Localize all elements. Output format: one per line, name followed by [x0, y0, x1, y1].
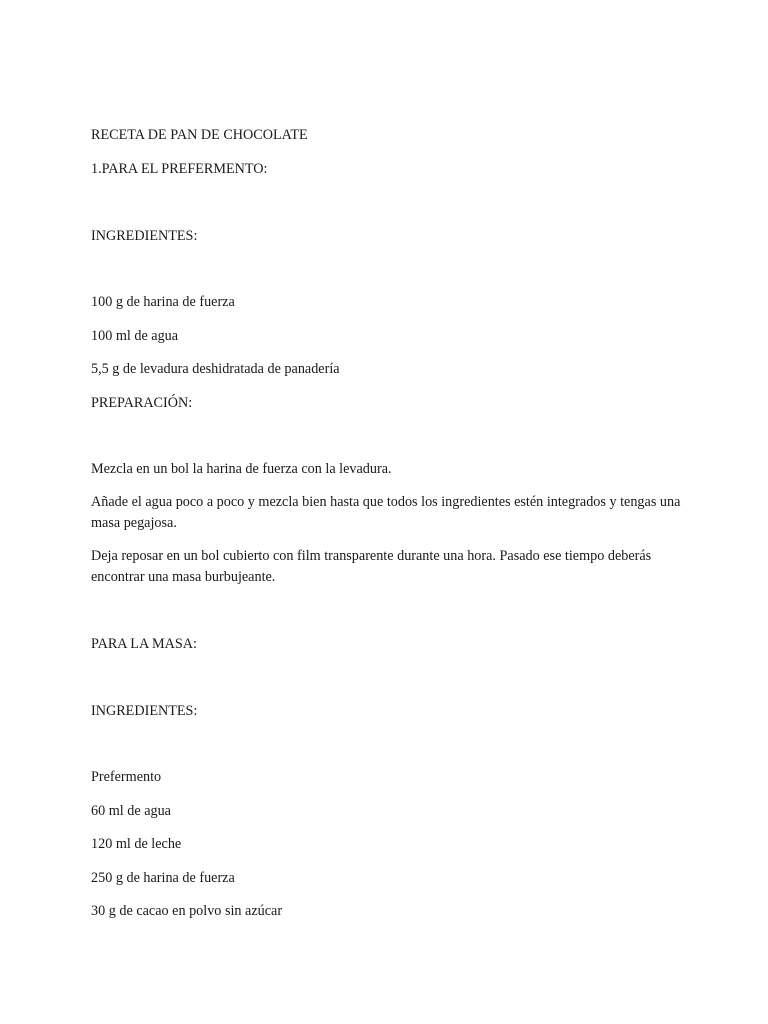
ingredients-heading: INGREDIENTES: — [91, 703, 198, 719]
ingredient-item: 120 ml de leche — [91, 836, 182, 852]
ingredient-item: Prefermento — [91, 769, 162, 785]
section-heading-masa: PARA LA MASA: — [91, 636, 197, 652]
ingredient-item: 250 g de harina de fuerza — [91, 870, 235, 886]
document-title: RECETA DE PAN DE CHOCOLATE — [91, 127, 308, 143]
ingredient-item: 30 g de cacao en polvo sin azúcar — [91, 903, 283, 919]
ingredients-heading: INGREDIENTES: — [91, 228, 198, 244]
preparation-step: Añade el agua poco a poco y mezcla bien hasta que todos los ingredientes estén integrados y tengas una masa pegajosa. — [91, 494, 681, 531]
section-heading-prefermento: 1.PARA EL PREFERMENTO: — [91, 161, 268, 177]
ingredient-item: 60 ml de agua — [91, 803, 171, 819]
preparation-heading: PREPARACIÓN: — [91, 395, 193, 411]
preparation-step: Mezcla en un bol la harina de fuerza con la levadura. — [91, 461, 392, 477]
ingredient-item: 5,5 g de levadura deshidratada de panadería — [91, 361, 340, 377]
ingredient-item: 100 ml de agua — [91, 328, 179, 344]
preparation-step: Deja reposar en un bol cubierto con film transparente durante una hora. Pasado ese tiempo deberás encontrar una masa burbujeante. — [91, 548, 652, 585]
ingredient-item: 100 g de harina de fuerza — [91, 294, 235, 310]
